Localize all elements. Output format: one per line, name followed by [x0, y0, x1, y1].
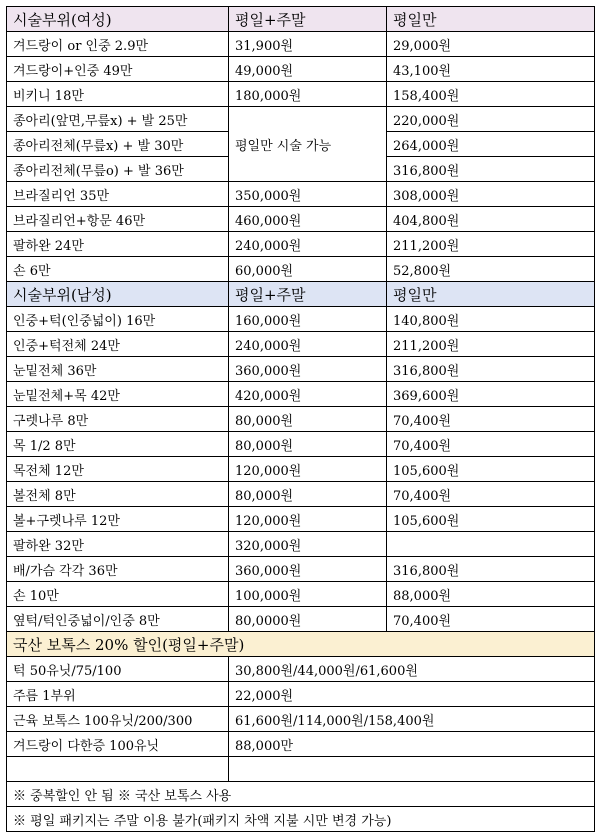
price-weekday-weekend: 460,000원 — [229, 207, 387, 232]
female-header-weekday-only: 평일만 — [387, 7, 595, 32]
price-weekday-only: 105,600원 — [387, 457, 595, 482]
price-weekday-only: 88,000원 — [387, 582, 595, 607]
female-table-row — [7, 207, 595, 232]
botox-price: 22,000원 — [229, 682, 595, 707]
price-table — [6, 6, 595, 832]
price-weekday-only: 211,200원 — [387, 232, 595, 257]
female-table-row — [7, 82, 595, 107]
price-weekday-only: 105,600원 — [387, 507, 595, 532]
male-table-row — [7, 482, 595, 507]
female-table-row — [7, 182, 595, 207]
price-weekday-only: 264,000원 — [387, 132, 595, 157]
price-weekday-weekend: 320,000원 — [229, 532, 387, 557]
price-weekday-only — [387, 532, 595, 557]
male-header-weekday-only: 평일만 — [387, 282, 595, 307]
treatment-name: 겨드랑이+인중 49만 — [7, 57, 229, 82]
price-weekday-only: 52,800원 — [387, 257, 595, 282]
female-table-row — [7, 107, 595, 132]
price-weekday-only: 29,000원 — [387, 32, 595, 57]
price-weekday-only: 43,100원 — [387, 57, 595, 82]
treatment-name: 브라질리언+항문 46만 — [7, 207, 229, 232]
male-table-row — [7, 457, 595, 482]
price-weekday-weekend: 49,000원 — [229, 57, 387, 82]
price-weekday-only: 316,800원 — [387, 357, 595, 382]
male-header-part: 시술부위(남성) — [7, 282, 229, 307]
price-weekday-weekend: 60,000원 — [229, 257, 387, 282]
male-table-row — [7, 332, 595, 357]
price-weekday-only: 140,800원 — [387, 307, 595, 332]
price-weekday-only: 220,000원 — [387, 107, 595, 132]
price-weekday-only: 158,400원 — [387, 82, 595, 107]
price-weekday-only: 70,400원 — [387, 482, 595, 507]
male-table-row — [7, 432, 595, 457]
female-table-row — [7, 257, 595, 282]
male-table-row — [7, 357, 595, 382]
treatment-name: 눈밑전체+목 42만 — [7, 382, 229, 407]
price-weekday-weekend: 100,000원 — [229, 582, 387, 607]
price-weekday-weekend: 120,000원 — [229, 507, 387, 532]
price-weekday-only: 404,800원 — [387, 207, 595, 232]
male-table-row — [7, 407, 595, 432]
price-weekday-only: 70,400원 — [387, 407, 595, 432]
price-weekday-only: 70,400원 — [387, 607, 595, 632]
treatment-name: 옆턱/턱인중넓이/인중 8만 — [7, 607, 229, 632]
botox-item-name: 턱 50유닛/75/100 — [7, 657, 229, 682]
note-row — [7, 782, 595, 807]
price-weekday-weekend: 80,000원 — [229, 407, 387, 432]
price-weekday-weekend: 240,000원 — [229, 332, 387, 357]
price-weekday-weekend: 240,000원 — [229, 232, 387, 257]
female-table-row — [7, 32, 595, 57]
price-weekday-only: 70,400원 — [387, 432, 595, 457]
treatment-name: 손 6만 — [7, 257, 229, 282]
female-table-row — [7, 232, 595, 257]
treatment-name: 볼+구렛나루 12만 — [7, 507, 229, 532]
botox-item-name: 근육 보톡스 100유닛/200/300 — [7, 707, 229, 732]
treatment-name: 겨드랑이 or 인중 2.9만 — [7, 32, 229, 57]
botox-price — [229, 757, 595, 782]
treatment-name: 팔하완 24만 — [7, 232, 229, 257]
male-table-row — [7, 557, 595, 582]
note-text: ※ 평일 패키지는 주말 이용 불가(패키지 차액 지불 시만 변경 가능) — [7, 807, 595, 832]
price-weekday-weekend: 160,000원 — [229, 307, 387, 332]
botox-table-row — [7, 657, 595, 682]
botox-item-name — [7, 757, 229, 782]
botox-price: 30,800원/44,000원/61,600원 — [229, 657, 595, 682]
price-weekday-weekend: 80,000원 — [229, 482, 387, 507]
botox-header-row — [7, 632, 595, 657]
treatment-name: 인중+턱전체 24만 — [7, 332, 229, 357]
botox-table-row — [7, 707, 595, 732]
price-weekday-only: 308,000원 — [387, 182, 595, 207]
price-table-body — [7, 7, 595, 832]
botox-table-row — [7, 732, 595, 757]
treatment-name: 볼전체 8만 — [7, 482, 229, 507]
treatment-name: 배/가슴 각각 36만 — [7, 557, 229, 582]
male-table-row — [7, 307, 595, 332]
male-table-row — [7, 582, 595, 607]
note-text: ※ 중복할인 안 됨 ※ 국산 보톡스 사용 — [7, 782, 595, 807]
price-weekday-weekend: 360,000원 — [229, 557, 387, 582]
treatment-name: 목 1/2 8만 — [7, 432, 229, 457]
male-table-row — [7, 607, 595, 632]
treatment-name: 눈밑전체 36만 — [7, 357, 229, 382]
botox-item-name: 겨드랑이 다한증 100유닛 — [7, 732, 229, 757]
price-weekday-only: 316,800원 — [387, 157, 595, 182]
female-header-part: 시술부위(여성) — [7, 7, 229, 32]
botox-header: 국산 보톡스 20% 할인(평일+주말) — [7, 632, 595, 657]
male-table-row — [7, 507, 595, 532]
male-table-row — [7, 532, 595, 557]
price-weekday-only: 316,800원 — [387, 557, 595, 582]
botox-table-row — [7, 682, 595, 707]
female-header-row — [7, 7, 595, 32]
treatment-name: 인중+턱(인중넓이) 16만 — [7, 307, 229, 332]
treatment-name: 팔하완 32만 — [7, 532, 229, 557]
treatment-name: 손 10만 — [7, 582, 229, 607]
male-header-row — [7, 282, 595, 307]
female-table-row — [7, 57, 595, 82]
price-weekday-only: 211,200원 — [387, 332, 595, 357]
treatment-name: 비키니 18만 — [7, 82, 229, 107]
note-row — [7, 807, 595, 832]
botox-item-name: 주름 1부위 — [7, 682, 229, 707]
treatment-name: 종아리(앞면,무릎x) + 발 25만 — [7, 107, 229, 132]
price-weekday-weekend: 420,000원 — [229, 382, 387, 407]
treatment-name: 종아리전체(무릎o) + 발 36만 — [7, 157, 229, 182]
treatment-name: 종아리전체(무릎x) + 발 30만 — [7, 132, 229, 157]
price-weekday-weekend: 360,000원 — [229, 357, 387, 382]
male-table-row — [7, 382, 595, 407]
weekday-only-notice: 평일만 시술 가능 — [229, 107, 387, 182]
price-weekday-weekend: 120,000원 — [229, 457, 387, 482]
price-weekday-only: 369,600원 — [387, 382, 595, 407]
price-weekday-weekend: 180,000원 — [229, 82, 387, 107]
treatment-name: 구렛나루 8만 — [7, 407, 229, 432]
male-header-weekday-weekend: 평일+주말 — [229, 282, 387, 307]
price-weekday-weekend: 80,0000원 — [229, 607, 387, 632]
price-weekday-weekend: 80,000원 — [229, 432, 387, 457]
treatment-name: 브라질리언 35만 — [7, 182, 229, 207]
botox-table-row — [7, 757, 595, 782]
treatment-name: 목전체 12만 — [7, 457, 229, 482]
botox-price: 88,000만 — [229, 732, 595, 757]
price-weekday-weekend: 350,000원 — [229, 182, 387, 207]
price-weekday-weekend: 31,900원 — [229, 32, 387, 57]
female-header-weekday-weekend: 평일+주말 — [229, 7, 387, 32]
botox-price: 61,600원/114,000원/158,400원 — [229, 707, 595, 732]
